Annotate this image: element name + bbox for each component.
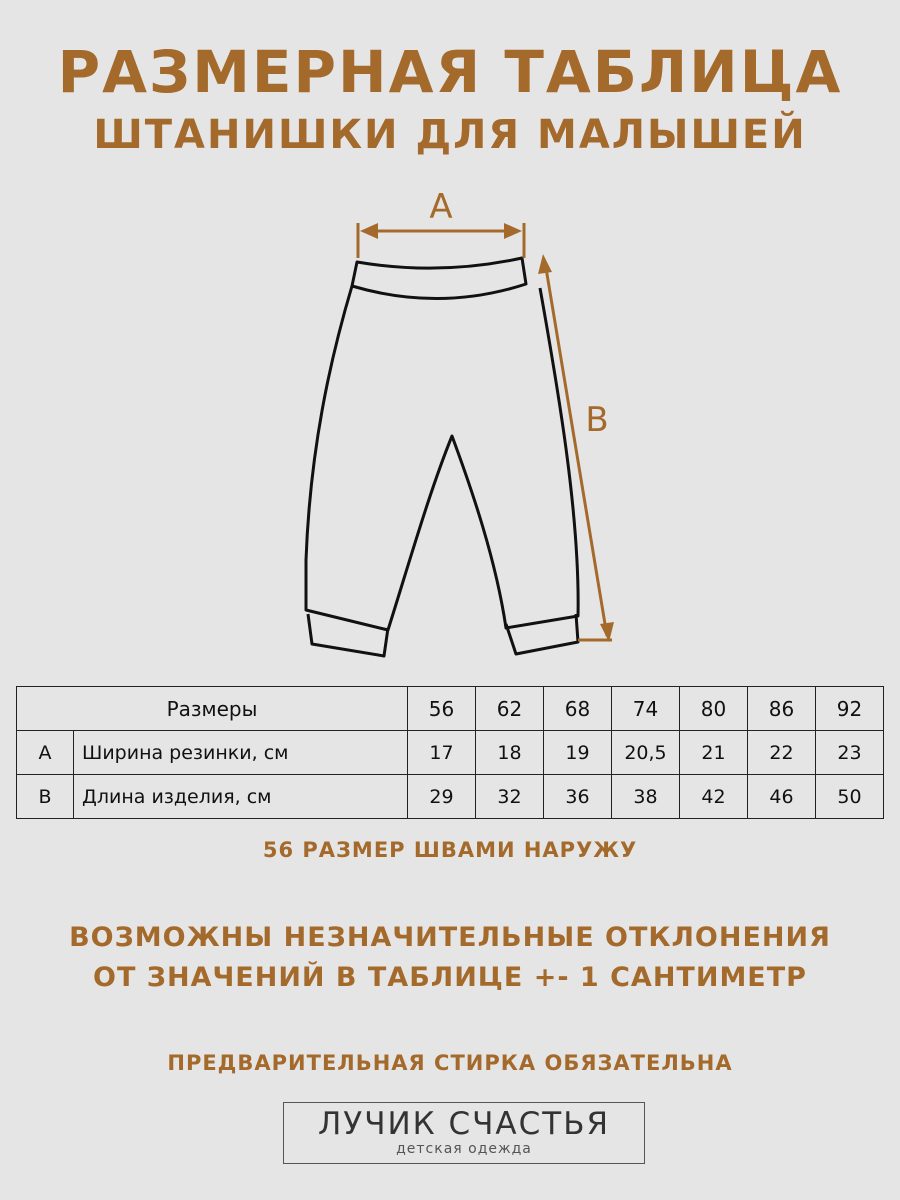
pants-outline — [306, 258, 578, 656]
table-cell: 17 — [408, 731, 476, 775]
size-table — [16, 686, 884, 819]
table-cell: 20,5 — [612, 731, 680, 775]
size-56: 56 — [408, 687, 476, 731]
brand-name: ЛУЧИК СЧАСТЬЯ — [318, 1106, 610, 1142]
size-table-header-row — [17, 687, 884, 731]
deviation-note-line1: ВОЗМОЖНЫ НЕЗНАЧИТЕЛЬНЫЕ ОТКЛОНЕНИЯ — [69, 922, 831, 953]
table-cell: 23 — [816, 731, 884, 775]
dimension-a-label: A — [429, 187, 453, 227]
size-68: 68 — [544, 687, 612, 731]
table-cell: 18 — [476, 731, 544, 775]
page-subtitle: ШТАНИШКИ ДЛЯ МАЛЫШЕЙ — [93, 112, 807, 158]
table-cell: 29 — [408, 775, 476, 819]
brand-logo — [283, 1102, 645, 1164]
deviation-note-line2: ОТ ЗНАЧЕНИЙ В ТАБЛИЦЕ +- 1 САНТИМЕТР — [93, 962, 807, 993]
row-letter: A — [17, 731, 74, 775]
size-62: 62 — [476, 687, 544, 731]
table-row-length — [17, 775, 884, 819]
wash-note: ПРЕДВАРИТЕЛЬНАЯ СТИРКА ОБЯЗАТЕЛЬНА — [167, 1051, 733, 1075]
table-cell: 22 — [748, 731, 816, 775]
table-cell: 19 — [544, 731, 612, 775]
size-80: 80 — [680, 687, 748, 731]
table-cell: 42 — [680, 775, 748, 819]
size-92: 92 — [816, 687, 884, 731]
row-letter: B — [17, 775, 74, 819]
dimension-a-arrow — [358, 223, 524, 258]
table-cell: 36 — [544, 775, 612, 819]
table-cell: 50 — [816, 775, 884, 819]
size-86: 86 — [748, 687, 816, 731]
table-cell: 38 — [612, 775, 680, 819]
table-row-waist-width — [17, 731, 884, 775]
row-param-label: Ширина резинки, см — [74, 731, 408, 775]
sizes-header-label: Размеры — [17, 687, 408, 731]
seams-note: 56 РАЗМЕР ШВАМИ НАРУЖУ — [262, 838, 638, 862]
page-title: РАЗМЕРНАЯ ТАБЛИЦА — [57, 38, 843, 106]
brand-tagline: детская одежда — [396, 1141, 532, 1157]
row-param-label: Длина изделия, см — [74, 775, 408, 819]
table-cell: 46 — [748, 775, 816, 819]
table-cell: 21 — [680, 731, 748, 775]
dimension-b-label: B — [585, 400, 609, 440]
dimension-b-arrow — [538, 254, 614, 642]
table-cell: 32 — [476, 775, 544, 819]
size-74: 74 — [612, 687, 680, 731]
deviation-note — [0, 918, 900, 998]
